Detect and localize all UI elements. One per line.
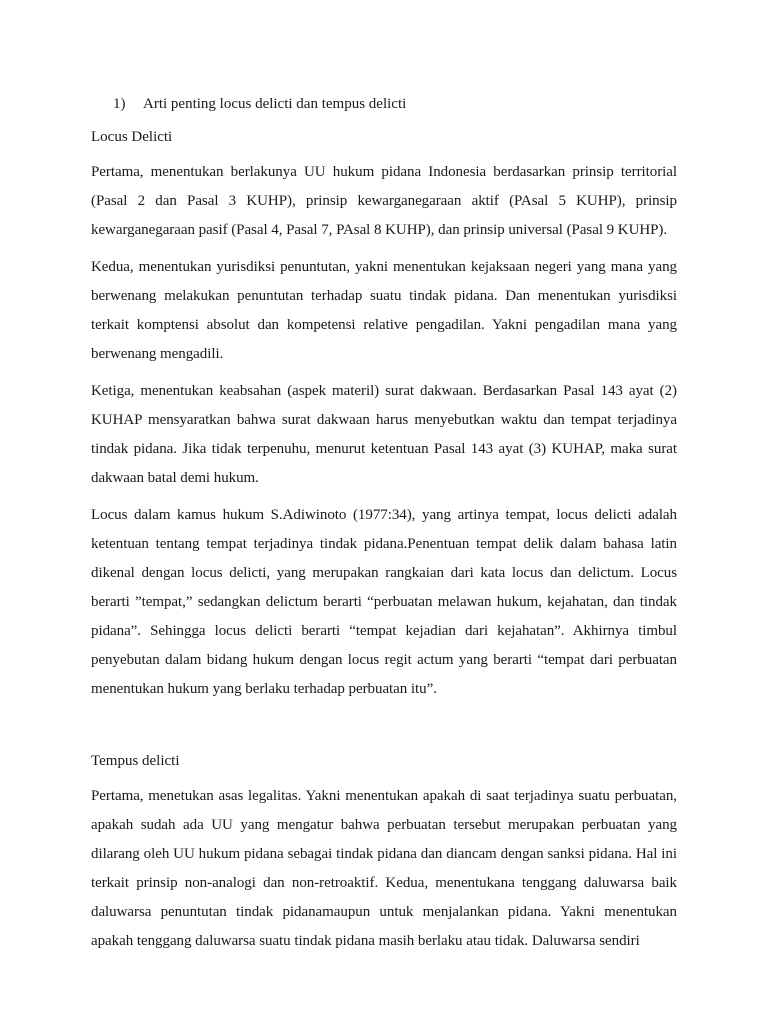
paragraph-locus-2: Kedua, menentukan yurisdiksi penuntutan, yakni menentukan kejaksaan negeri yang mana yang berwenang melakukan penuntutan terhadap suatu tindak pidana. Dan menentukan yurisdiksi terkait komptensi absolut dan kompetensi relative pengadilan. Yakni pengadilan mana yang berwenang mengadili. xyxy=(91,259,677,362)
paragraph-locus-1: Pertama, menentukan berlakunya UU hukum pidana Indonesia berdasarkan prinsip territorial (Pasal 2 dan Pasal 3 KUHP), prinsip kewarganegaraan aktif (PAsal 5 KUHP), prinsip kewarganegaraan pasif (Pasal 4, Pasal 7, PAsal 8 KUHP), dan prinsip universal (Pasal 9 KUHP). xyxy=(91,164,677,238)
list-number: 1) xyxy=(113,96,126,112)
section-heading-locus-delicti: Locus Delicti xyxy=(91,129,173,145)
blank-line xyxy=(91,712,677,747)
list-item-text: Arti penting locus delicti dan tempus delicti xyxy=(143,96,407,112)
numbered-list-item xyxy=(113,90,677,118)
section-heading-tempus-delicti: Tempus delicti xyxy=(91,753,180,769)
paragraph-locus-4: Locus dalam kamus hukum S.Adiwinoto (1977:34), yang artinya tempat, locus delicti adalah ketentuan tentang tempat terjadinya tindak pidana.Penentuan tempat delik dalam bahasa latin dikenal dengan locus delicti, yang merupakan rangkaian dari kata locus dan delictum. Locus berarti ”tempat,” sedangkan delictum berarti “perbuatan melawan hukum, kejahatan, dan tindak pidana”. Sehingga locus delicti berarti “tempat kejadian dari kejahatan”. Akhirnya timbul penyebutan dalam bidang hukum dengan locus regit actum yang berarti “tempat dari perbuatan menentukan hukum yang berlaku terhadap perbuatan itu”. xyxy=(91,507,677,697)
paragraph-locus-3: Ketiga, menentukan keabsahan (aspek materil) surat dakwaan. Berdasarkan Pasal 143 ayat (2) KUHAP mensyaratkan bahwa surat dakwaan harus menyebutkan waktu dan tempat terjadinya tindak pidana. Jika tidak terpenuhu, menurut ketentuan Pasal 143 ayat (3) KUHAP, maka surat dakwaan batal demi hukum. xyxy=(91,383,677,486)
paragraph-tempus-1: Pertama, menetukan asas legalitas. Yakni menentukan apakah di saat terjadinya suatu perbuatan, apakah sudah ada UU yang mengatur bahwa perbuatan tersebut merupakan perbuatan yang dilarang oleh UU hukum pidana sebagai tindak pidana dan diancam dengan sanksi pidana. Hal ini terkait prinsip non-analogi dan non-retroaktif. Kedua, menentukana tenggang daluwarsa baik daluwarsa penuntutan tindak pidanamaupun untuk menjalankan pidana. Yakni menentukan apakah tenggang daluwarsa suatu tindak pidana masih berlaku atau tidak. Daluwarsa sendiri xyxy=(91,788,677,949)
document-page xyxy=(91,90,677,964)
